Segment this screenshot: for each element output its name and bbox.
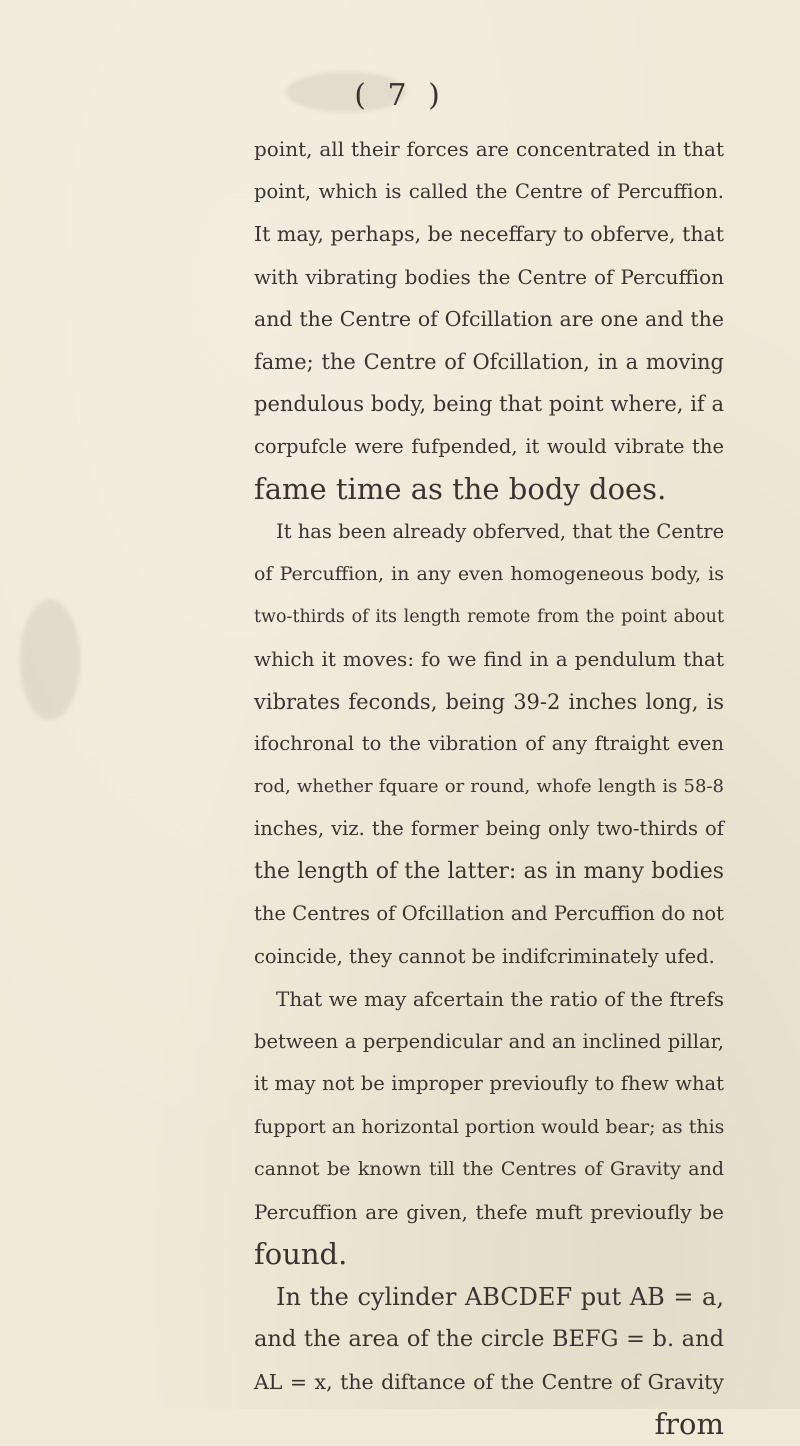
text-line: which it moves: fo we find in a pendulum that [254, 647, 724, 671]
text-line: It has been already obferved, that the Centre [276, 519, 725, 543]
text-line: fame time as the body does. [254, 472, 667, 506]
text-line: That we may afcertain the ratio of the ftrefs [276, 987, 724, 1011]
page-number: ( 7 ) [354, 78, 446, 113]
text-line: It may, perhaps, be neceffary to obferve, that [254, 222, 724, 246]
body-text [254, 128, 724, 1446]
text-line: coincide, they cannot be indifcriminately ufed. [254, 944, 715, 968]
text-line: point, all their forces are concentrated in that [254, 137, 724, 161]
text-line: ifochronal to the vibration of any ftraight even [254, 732, 724, 755]
text-line: two-thirds of its length remote from the point about [254, 606, 724, 627]
text-line: vibrates feconds, being 39-2 inches long, is [254, 689, 724, 714]
text-line: rod, whether fquare or round, whofe length is 58-8 [254, 775, 724, 797]
text-line: fupport an horizontal portion would bear; as this [254, 1115, 725, 1138]
text-line: it may not be improper previoufly to fhew what [254, 1072, 724, 1095]
text-line: with vibrating bodies the Centre of Percuffion [254, 264, 724, 289]
text-line: the Centres of Ofcillation and Percuffion do not [254, 902, 724, 925]
text-line: found. [254, 1237, 348, 1271]
text-line: In the cylinder ABCDEF put AB = a, [276, 1282, 724, 1311]
text-line: the length of the latter: as in many bodies [254, 858, 724, 884]
text-line: cannot be known till the Centres of Gravity and [254, 1158, 724, 1180]
text-line: inches, viz. the former being only two-thirds of [254, 817, 724, 840]
text-line: point, which is called the Centre of Percuffion. [254, 179, 724, 203]
text-line: and the Centre of Ofcillation are one and the [254, 307, 724, 331]
text-line: AL = x, the diftance of the Centre of Gravity [254, 1369, 724, 1394]
text-line: pendulous body, being that point where, if a [254, 392, 724, 416]
text-line: between a perpendicular and an inclined pillar, [254, 1029, 724, 1053]
text-line: fame; the Centre of Ofcillation, in a moving [254, 349, 724, 374]
text-line: Percuffion are given, thefe muft previoufly be [254, 1199, 724, 1224]
text-line: from [654, 1407, 724, 1441]
text-line: corpufcle were fufpended, it would vibrate the [254, 434, 724, 458]
paper-stain [20, 600, 80, 720]
text-line: and the area of the circle BEFG = b. and [254, 1326, 724, 1352]
text-line: of Percuffion, in any even homogeneous body, is [254, 563, 724, 585]
